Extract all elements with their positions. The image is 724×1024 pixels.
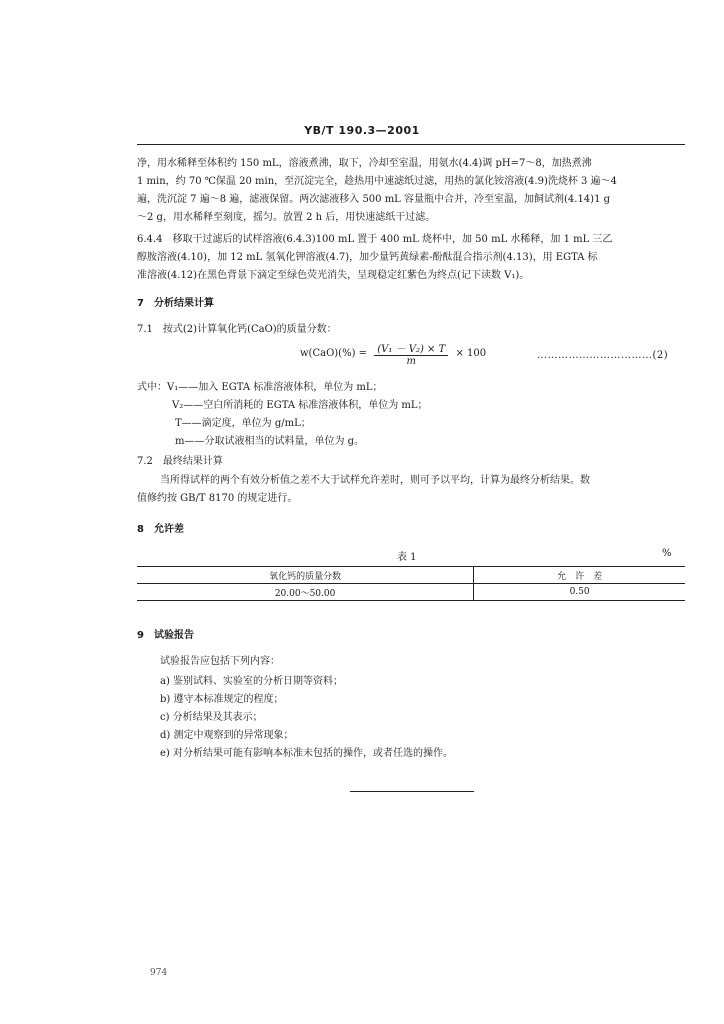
- section-8-heading: 8 允许差: [137, 524, 184, 535]
- table-header-cell: 氧化钙的质量分数: [137, 567, 474, 584]
- where-line: V₂——空白所消耗的 EGTA 标准溶液体积，单位为 mL；: [172, 400, 428, 411]
- section-9-heading: 9 试验报告: [137, 630, 194, 641]
- clause-6-4-4-line: 准溶液(4.12)在黑色背景下滴定至绿色荧光消失，呈现稳定红紫色为终点(记下读数 V₁)。: [137, 270, 530, 281]
- report-item: c) 分析结果及其表示；: [160, 712, 263, 723]
- table-header-row: [137, 567, 685, 584]
- formula-fraction: [374, 340, 448, 367]
- table-header-cell: 允 许 差: [474, 567, 685, 584]
- report-item: a) 鉴别试料、实验室的分析日期等资料；: [160, 676, 344, 687]
- formula-numerator: (V₁ － V₂) × T: [374, 340, 448, 356]
- clause-7-1-text: 7.1 按式(2)计算氧化钙(CaO)的质量分数：: [137, 324, 337, 335]
- para-line: 1 min，约 70 ℃保温 20 min，至沉淀完全，趁热用中速滤纸过滤，用热的氯化铵溶液(4.9)洗烧杯 3 遍～4: [137, 176, 617, 187]
- para-line: 遍，洗沉淀 7 遍～8 遍，滤液保留。两次滤液移入 500 mL 容量瓶中合并，冷至室温，加飼试剂(4.14)1 g: [137, 194, 611, 205]
- table-cell: 20.00～50.00: [137, 584, 474, 601]
- report-item: e) 对分析结果可能有影响本标准未包括的操作，或者任选的操作。: [160, 748, 453, 759]
- clause-7-2-line: 当所得试样的两个有效分析值之差不大于试样允许差时，则可予以平均，计算为最终分析结果。数: [160, 475, 590, 486]
- table-unit: %: [662, 548, 672, 559]
- para-line: ～2 g，用水稀释至刻度，摇匀。放置 2 h 后，用快速滤纸干过滤。: [137, 212, 436, 223]
- table-cell: 0.50: [474, 584, 685, 601]
- formula-denominator: m: [406, 356, 416, 367]
- section-7-heading: 7 分析结果计算: [137, 298, 214, 309]
- clause-6-4-4-line: 醇胺溶液(4.10)，加 12 mL 氢氧化钾溶液(4.7)，加少量钙黄绿素-酚酞混合指示剂(4.13)，用 EGTA 标: [137, 252, 598, 263]
- where-line: 式中：V₁——加入 EGTA 标准溶液体积，单位为 mL；: [137, 382, 383, 393]
- report-item: d) 测定中观察到的异常现象；: [160, 730, 294, 741]
- clause-7-2-heading: 7.2 最终结果计算: [137, 456, 223, 467]
- formula-number: ……………………………(2): [537, 350, 669, 361]
- where-line: m——分取试液相当的试料量，单位为 g。: [175, 436, 365, 447]
- clause-6-4-4-line: 6.4.4 移取干过滤后的试样溶液(6.4.3)100 mL 置于 400 mL 烧杯中，加 50 mL 水稀释，加 1 mL 三乙: [137, 234, 613, 245]
- formula-factor: × 100: [455, 348, 487, 359]
- tolerance-table: [137, 566, 685, 601]
- standard-header: YB/T 190.3—2001: [304, 124, 420, 137]
- clause-7-2-line: 值修约按 GB/T 8170 的规定进行。: [137, 493, 298, 504]
- formula-2: [300, 340, 486, 367]
- report-intro: 试验报告应包括下列内容：: [160, 656, 280, 667]
- header-rule: [137, 144, 685, 145]
- end-rule: [350, 791, 474, 792]
- formula-lhs: w(CaO)(%) =: [300, 348, 368, 359]
- table-row: [137, 584, 685, 601]
- where-line: T——滴定度，单位为 g/mL；: [175, 418, 311, 429]
- page-number: 974: [150, 968, 168, 978]
- para-line: 净，用水稀释至体积约 150 mL，溶液煮沸，取下，冷却至室温，用氨水(4.4)调 pH=7～8，加热煮沸: [137, 158, 592, 169]
- table-caption: 表 1: [397, 552, 417, 563]
- report-item: b) 遵守本标准规定的程度；: [160, 694, 284, 705]
